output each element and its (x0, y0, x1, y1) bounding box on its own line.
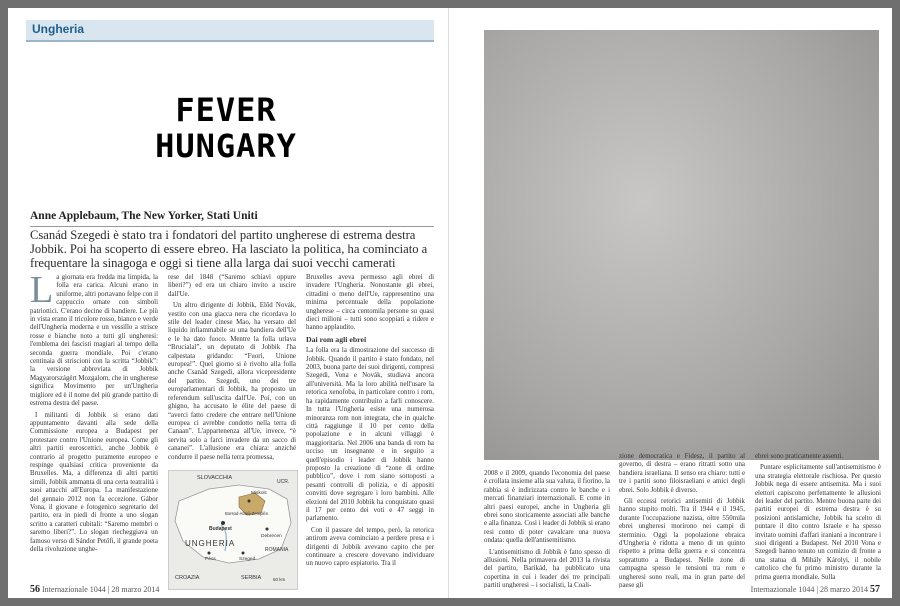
footer-right (751, 584, 880, 595)
map-label-ucraina: UCR. (277, 479, 290, 485)
article-column-6 (755, 453, 881, 588)
drop-cap: L (30, 274, 54, 311)
map-label-pecs: Pécs (205, 557, 216, 562)
footer-left (30, 584, 159, 595)
page-number-left: 56 (30, 584, 40, 595)
map-label-ungheria: UNGHERIA (185, 539, 236, 548)
paragraph: Un altro dirigente di Jobbik, Előd Novák, vestito con una giacca nera che ricordava lo stile del leader cinese Mao, ha versato del liquido infiammabile su una bandiera dell'Ue e le ha dato fuoco. Mentre la folla urlava “Brucialal”, un deputato di Jobbik l'ha calpestata gridando: “Fuori, Unione europea!”. Quel giorno si è rivolto alla folla anche Csanád Szegedi, allora vicepresidente del partito. Szegedi, uno dei tre europarlamentari di Jobbik, ha proposto un referendum sull'uscita dall'Ue. Poi, con un ghigno, ha accusato le élite del paese di “averci fatto credere che entrare nell'Unione europea ci avrebbe condotto nella terra di Canaan”. L'appartenenza all'Ue, invece, “è servita solo a farci invadere da un sacco di cananei”. L'allusione era chiara: anziché condurre il paese nella terra promessa, (168, 302, 296, 461)
paragraph: Puntare esplicitamente sull'antisemitismo è una strategia elettorale rischiosa. Per questo Jobbik nega di essere antisemita. Ma i suoi elettori capiscono perfettamente le allusioni dei leader del partito. Mentre buona parte dei partiti europei di estrema destra è su posizioni antislamiche, Jobbik ha scelto di puntare il dito contro Israele e ha spesso invitato uomini d'affari iraniani a incontrare i suoi dirigenti a Budapest. Nel 2010 Vona e Szegedi hanno tenuto un comizio di fronte a una statua di Mihály Károlyi, il nobile cattolico che fu primo ministro durante la prima guerra mondiale. Sulla (755, 464, 881, 581)
paragraph: rese del 1848 (“Saremo schiavi oppure liberi?”) ed era un chiaro invito a uscire dall'Ue. (168, 274, 296, 298)
map-label-szeged: Szeged (239, 557, 256, 562)
left-page (8, 8, 449, 598)
section-bar (26, 20, 434, 42)
map-label-miskolc: Miskolc (251, 491, 267, 496)
paragraph: 2008 e il 2009, quando l'economia del paese è crollata insieme alla sua valuta, il fiorino, la rabbia si è indirizzata contro le banche e i mercati finanziari internazionali. E come in altri paesi europei, anche in Ungheria gli ebrei sono storicamente associati alle banche e alla finanza. Così i leader di Jobbik si erano resi conto di poter cavalcare una nuova ondata: quella dell'antisemitismo. (484, 470, 610, 545)
paragraph: Gli eccessi retorici antisemiti di Jobbik hanno stupito molti. Tra il 1944 e il 1945, durante l'occupazione nazista, oltre 550mila ebrei ungheresi morirono nei campi di sterminio. Oggi la popolazione ebraica d'Ungheria è ridotta a meno di un quinto rispetto a prima della guerra e si concentra soprattutto a Budapest. Nelle zone di campagna spesso le tensioni tra rom e ungheresi sono reali, ma in gran parte del paese gli (619, 498, 745, 588)
map-label-slovacchia: SLOVACCHIA (197, 475, 233, 481)
map-label-borsod: Borsod-Abaúj-Zemplén (225, 511, 269, 516)
right-page (449, 8, 892, 598)
headline-line-1: FEVER (175, 91, 277, 129)
headline-line-2: HUNGARY (155, 127, 297, 165)
headline (96, 92, 356, 164)
paragraph: ebrei sono praticamente assenti. (755, 453, 844, 460)
map-label-serbia: SERBIA (241, 575, 262, 581)
standfirst: Csanád Szegedi è stato tra i fondatori del partito ungherese di estrema destra Jobbik. Poi ha scoperto di essere ebreo. Ha lasciato la politica, ha cominciato a frequentare la sinagoga e oggi si tiene alla larga dai suoi vecchi camerati (30, 228, 428, 270)
article-column-1 (30, 274, 158, 588)
divider (30, 226, 434, 227)
magazine-spread (8, 8, 892, 598)
footer-right-text: Internazionale 1044 | 28 marzo 2014 (750, 585, 868, 594)
map-label-romania: ROMANIA (265, 547, 289, 553)
map-label-croazia: CROAZIA (175, 575, 200, 581)
page-number-right: 57 (870, 584, 880, 595)
paragraph: zione democratica e Fidesz, il partito al governo, di destra – erano ritratti sotto una bandiera israeliana. Il senso era chiaro: tutti e tre i partiti sono filoisraeliani e amici degli ebrei. Solo Jobbik è diverso. (619, 453, 745, 494)
paragraph: I militanti di Jobbik si erano dati appuntamento davanti alla sede della Commissione europea a Budapest per protestare contro l'Unione europea. Come gli altri partiti euroscettici, anche Jobbik è contrario al progetto puramente europeo e respinge qualsiasi critica proveniente da Bruxelles. Ma, a differenza di altri partiti simili, Jobbik ammanta di una certa teatralità i suoi attacchi all'Europa. La manifestazione del gennaio 2012 non fa eccezione. Gábor Vona, il giovane e fotogenico segretario del partito, era in piedi di fronte a uno slogan scritto a caratteri cubitali: “Saremo membri o saremo liberi?”. Lo slogan riecheggiava un famoso verso di Sándor Petőfi, il grande poeta della rivoluzione unghe- (30, 411, 158, 553)
article-column-3 (306, 274, 434, 588)
article-column-2 (168, 274, 296, 468)
footer-left-text: Internazionale 1044 | 28 marzo 2014 (42, 585, 160, 594)
map-label-debrecen: Debrecen (261, 534, 282, 539)
byline: Anne Applebaum, The New Yorker, Stati Uniti (30, 210, 258, 222)
map-graphic (169, 471, 297, 589)
article-column-4 (484, 470, 610, 588)
paragraph: La giornata era fredda ma limpida, la folla era carica. Alcuni erano in uniforme, altri portavano felpe con il cappuccio ornate con simboli patriottici. C'erano decine di bandiere. Le più in vista erano il tricolore rosso, bianco e verde dell'Ungheria moderna e un vessillo a strisce rosse e bianche noto a tutti gli ungheresi: l'emblema dei fascisti magiari al tempo della seconda guerra mondiale. Poi c'erano centinaia di striscioni con la scritta “Jobbik”: la versione abbreviata di Jobbik Magyarországért Mozgalom, che in ungherese significa Movimento per un'Ungheria migliore ed è il nome del più grande partito di estrema destra del paese. (30, 274, 158, 408)
map-label-budapest: Budapest (209, 526, 232, 532)
section-label: Ungheria (32, 22, 85, 36)
paragraph: La folla era la dimostrazione del successo di Jobbik. Quando il partito è stato fondato, nel 2003, buona parte dei suoi dirigenti, compresi Szegedi, Vona e Novák, studiava ancora all'università. Ma la loro abilità nell'usare la retorica xenofoba, in particolare contro i rom, ha rapidamente contribuito a farli conoscere. In tutta l'Ungheria esiste una numerosa minoranza rom non integrata, che in qualche città raggiunge il 10 per cento della popolazione e in alcuni villaggi è maggioritaria. Nel 2006 una banda di rom ha ucciso un insegnante e in seguito a quell'episodio i leader di Jobbik hanno proposto la creazione di “zone di ordine pubblico”, dove i rom siano sottoposti a pesanti controlli di polizia, e di appositi convitti dove segregare i loro bambini. Alle elezioni del 2010 Jobbik ha conquistato quasi il 17 per cento dei voti e 47 seggi in parlamento. (306, 347, 434, 523)
paragraph: Con il passare del tempo, però, la retorica antirom aveva cominciato a perdere presa e i dirigenti di Jobbik avevano capito che per continuare a crescere dovevano individuare un nuovo capro espiatorio. Tra il (306, 526, 434, 568)
subheading: Dai rom agli ebrei (306, 334, 367, 344)
article-column-5 (619, 453, 745, 588)
map-scale: 50 km (273, 577, 286, 582)
blurred-photo (484, 30, 879, 460)
hungary-map (168, 470, 298, 590)
paragraph: Bruxelles aveva permesso agli ebrei di invadere l'Ungheria. Nonostante gli ebrei, cittadini o meno dell'Ue, rappresentino una minima percentuale della popolazione ungherese – circa centomila persone su quasi dieci milioni – tutti sono scoppiati a ridere e hanno applaudito. (306, 274, 434, 332)
paragraph: L'antisemitismo di Jobbik è fatto spesso di allusioni. Nella primavera del 2013 la rivista del partito, Barikád, ha pubblicato una copertina in cui i leader dei tre principali partiti ungheresi – i socialisti, la Coali- (484, 548, 610, 588)
